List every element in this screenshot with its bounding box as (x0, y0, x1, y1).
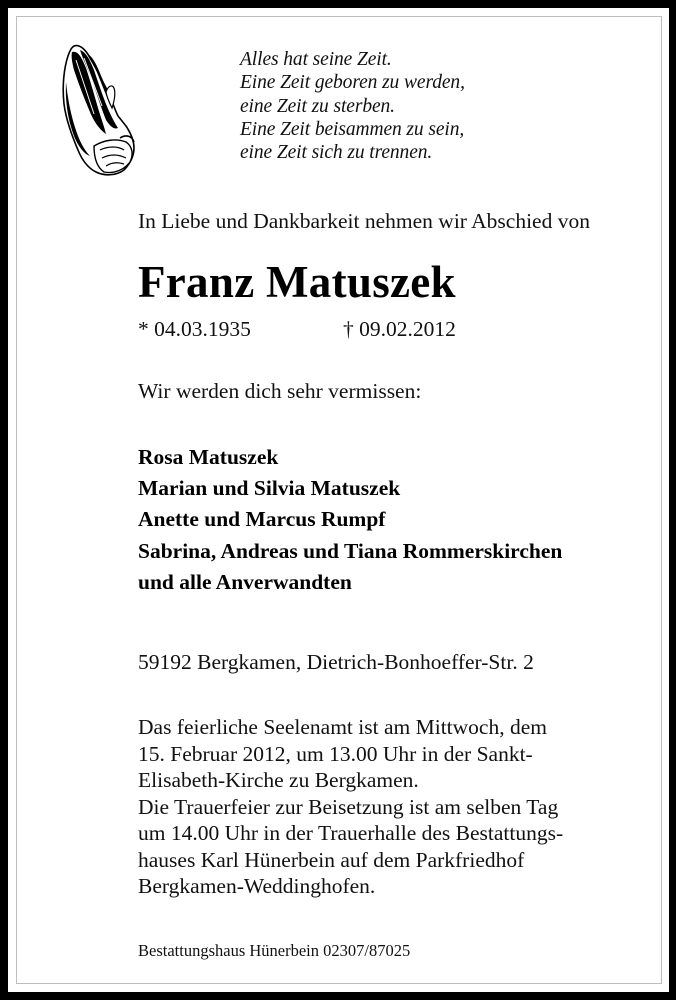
verse (240, 48, 465, 164)
verse-line: eine Zeit sich zu trennen. (240, 142, 433, 164)
service-details (138, 714, 563, 900)
verse-line: Alles hat seine Zeit. (240, 49, 392, 70)
praying-hands-icon (60, 42, 136, 178)
service-line: um 14.00 Uhr in der Trauerhalle des Bestattungs- (138, 821, 564, 845)
service-line: Bergkamen-Weddinghofen. (138, 874, 376, 898)
mourner: Sabrina, Andreas und Tiana Rommerskirchen (138, 538, 563, 563)
verse-line: eine Zeit zu sterben. (240, 95, 395, 117)
service-line: Die Trauerfeier zur Beisetzung ist am selben Tag (138, 794, 559, 819)
mourner: Rosa Matuszek (138, 445, 279, 469)
intro-text: In Liebe und Dankbarkeit nehmen wir Abschied von (138, 209, 590, 233)
service-line: 15. Februar 2012, um 13.00 Uhr in der Sankt- (138, 741, 533, 766)
mourners-list (138, 442, 562, 598)
death-date: † 09.02.2012 (343, 317, 456, 341)
mourner: Anette und Marcus Rumpf (138, 507, 386, 532)
miss-line: Wir werden dich sehr vermissen: (138, 379, 422, 403)
service-line: hauses Karl Hünerbein auf dem Parkfriedhof (138, 847, 525, 872)
verse-line: Eine Zeit geboren zu werden, (240, 72, 465, 94)
mourner: und alle Anverwandten (138, 569, 352, 594)
service-line: Das feierliche Seelenamt ist am Mittwoch, dem (138, 715, 547, 739)
mourner: Marian und Silvia Matuszek (138, 476, 401, 501)
deceased-name: Franz Matuszek (138, 257, 456, 307)
life-dates (138, 316, 538, 342)
address: 59192 Bergkamen, Dietrich-Bonhoeffer-Str. 2 (138, 650, 534, 674)
funeral-home-contact: Bestattungshaus Hünerbein 02307/87025 (138, 941, 411, 960)
service-line: Elisabeth-Kirche zu Bergkamen. (138, 768, 419, 792)
birth-date: * 04.03.1935 (138, 317, 251, 341)
verse-line: Eine Zeit beisammen zu sein, (240, 118, 465, 140)
